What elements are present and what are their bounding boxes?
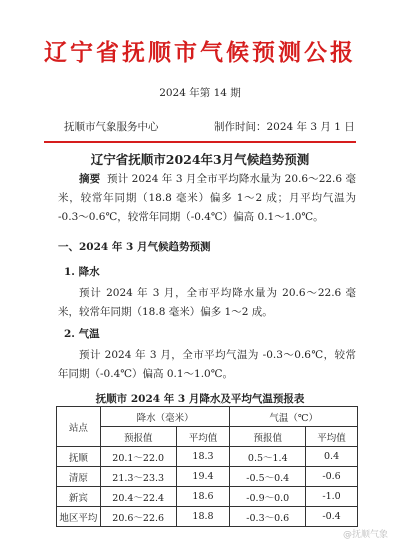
precip-forecast-header: 预报值: [100, 427, 176, 447]
temp-average-header: 平均值: [306, 427, 358, 447]
precip-header: 降水（毫米）: [100, 407, 230, 427]
temp-forecast-cell: 0.5～1.4: [230, 447, 306, 467]
document-title: 辽宁省抚顺市2024年3月气候趋势预测: [90, 152, 310, 167]
station-header-label: 站点: [68, 422, 88, 434]
issue-number: 2024 年第 14 期: [159, 87, 241, 99]
temp-average-cell: -1.0: [306, 487, 358, 507]
temp-forecast-cell: -0.5～0.4: [230, 467, 306, 487]
station-header: [57, 407, 101, 447]
table-row: [57, 447, 358, 467]
red-divider: [44, 141, 356, 143]
precip-text: 预计 2024 年 3 月，全市平均降水量为 20.6～22.6 毫米，较常年同期（18.8 毫米）偏多 1～2 成。: [58, 287, 356, 318]
temp-forecast-header: 预报值: [230, 427, 306, 447]
temp-forecast-cell: -0.3～0.6: [230, 507, 306, 527]
watermark: @抚顺气象: [342, 530, 388, 540]
temp-forecast-cell: -0.9～0.0: [230, 487, 306, 507]
precip-average-cell: 18.3: [176, 447, 230, 467]
precip-average-cell: 18.8: [176, 507, 230, 527]
abstract-text: 预计 2024 年 3 月全市平均降水量为 20.6～22.6 毫米，较常年同期（18.8 毫米）偏多 1～2 成；月平均气温为 -0.3～0.6℃，较常年同期（-0.4℃）偏高 0.1～1.0℃。: [58, 173, 357, 223]
precip-forecast-cell: 21.3～23.3: [100, 467, 176, 487]
precip-forecast-cell: 20.6～22.6: [100, 507, 176, 527]
masthead-title: 辽宁省抚顺市气候预测公报: [44, 39, 356, 66]
precip-average-header: 平均值: [176, 427, 230, 447]
temp-paragraph: [58, 346, 356, 384]
table-title: 抚顺市 2024 年 3 月降水及平均气温预报表: [95, 393, 305, 405]
abstract-label: 摘要: [79, 173, 101, 185]
precip-average-cell: 18.6: [176, 487, 230, 507]
table-row: [57, 467, 358, 487]
precip-heading: 1. 降水: [64, 266, 100, 278]
station-cell: 抚顺: [57, 447, 101, 467]
section-heading: 一、2024 年 3 月气候趋势预测: [58, 241, 211, 253]
temp-average-cell: -0.4: [306, 507, 358, 527]
temp-average-cell: -0.6: [306, 467, 358, 487]
station-cell: 地区平均: [57, 507, 101, 527]
table-row: [57, 487, 358, 507]
table-row: [57, 507, 358, 527]
issuing-organization: 抚顺市气象服务中心: [64, 121, 159, 133]
forecast-table: [56, 406, 358, 527]
precip-forecast-cell: 20.4～22.4: [100, 487, 176, 507]
precip-forecast-cell: 20.1～22.0: [100, 447, 176, 467]
temp-header: 气温（℃）: [230, 407, 358, 427]
station-cell: 新宾: [57, 487, 101, 507]
production-date: 制作时间：2024 年 3 月 1 日: [214, 121, 355, 133]
temp-average-cell: 0.4: [306, 447, 358, 467]
temp-text: 预计 2024 年 3 月，全市平均气温为 -0.3～0.6℃，较常年同期（-0.4℃）偏高 0.1～1.0℃。: [58, 349, 356, 380]
station-cell: 清原: [57, 467, 101, 487]
precip-paragraph: [58, 284, 356, 322]
temp-heading: 2. 气温: [64, 328, 100, 340]
precip-average-cell: 19.4: [176, 467, 230, 487]
abstract-paragraph: [58, 170, 356, 227]
